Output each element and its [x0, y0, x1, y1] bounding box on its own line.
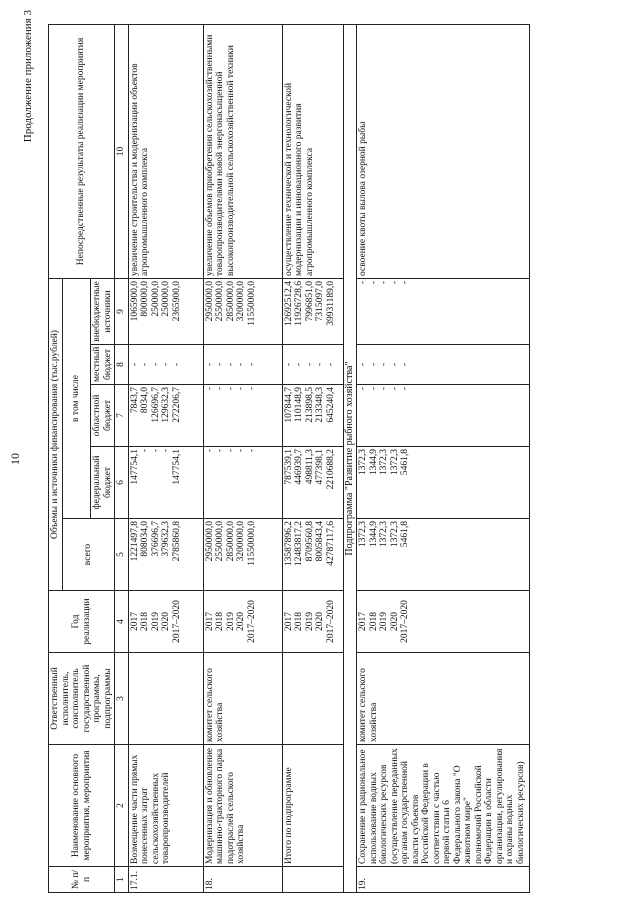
value-extra: - [368, 280, 379, 285]
value-year: 2017 [129, 612, 140, 631]
value-federal: - [140, 449, 150, 453]
value-extra: 1065900,0 [129, 280, 140, 322]
value-local: - [171, 362, 182, 367]
cell-regional [203, 385, 282, 447]
value-total: 808034,0 [140, 521, 150, 557]
value-regional: 107844,7 [283, 387, 294, 423]
value-local: - [368, 362, 379, 367]
value-extra: - [379, 280, 389, 285]
col-num: 9 [115, 278, 129, 344]
cell-regional [128, 385, 203, 447]
value-year: 2017 [204, 612, 215, 631]
cell-total [128, 519, 203, 591]
value-extra: 7315097,0 [315, 280, 325, 322]
value-year: 2018 [140, 612, 150, 631]
value-total: 376696,7 [150, 521, 161, 557]
value-total: 2785860,8 [171, 521, 182, 562]
value-extra: 2550000,0 [215, 280, 225, 322]
section-row [343, 24, 357, 892]
value-federal: 5461,8 [400, 449, 410, 476]
value-regional: - [246, 387, 257, 391]
hdr-name: Наименование основного мероприятия, мероприятия [49, 745, 115, 867]
row-result: осуществление технической и технологической модернизации и инновационного развития агропромышленного комплекса [282, 24, 343, 278]
row-name: Возмещение части прямых понесенных затрат сельскохозяйственных товаропроизводителей [128, 745, 203, 867]
value-total: 2850000,0 [225, 521, 236, 562]
value-year: 2019 [225, 612, 236, 631]
hdr-funding: Объемы и источники финансирования (тыс.рублей) [49, 278, 63, 590]
value-total: 3200000,0 [236, 521, 246, 562]
value-extra: - [358, 280, 368, 285]
value-local: - [379, 362, 389, 367]
value-federal: 498811,3 [304, 449, 315, 485]
value-total: 8005843,4 [315, 521, 325, 562]
value-year: 2017–2020 [325, 600, 336, 643]
col-num: 2 [115, 745, 129, 867]
value-regional: - [368, 387, 379, 391]
cell-local [128, 345, 203, 385]
value-extra: 800000,0 [140, 280, 150, 317]
row-number: 19. [357, 867, 530, 893]
value-federal: 1372,3 [379, 449, 389, 476]
value-federal: - [161, 449, 171, 453]
value-total: 1221497,8 [129, 521, 140, 562]
value-federal: - [150, 449, 161, 453]
section-title: Подпрограмма "Развитие рыбного хозяйства" [343, 24, 357, 892]
value-regional: 8034,0 [140, 387, 150, 414]
value-local: - [225, 362, 236, 367]
value-federal: 2210688,2 [325, 449, 336, 490]
col-num: 5 [115, 519, 129, 591]
cell-local [357, 345, 530, 385]
value-year: 2019 [150, 612, 161, 631]
value-extra: - [389, 280, 400, 285]
cell-year [128, 591, 203, 653]
value-local: - [294, 362, 304, 367]
cell-extra [357, 278, 530, 344]
cell-federal [357, 447, 530, 519]
value-federal: 1344,9 [368, 449, 379, 476]
hdr-regional: областной бюджет [91, 385, 115, 447]
value-year: 2020 [161, 612, 171, 631]
value-year: 2020 [389, 612, 400, 631]
hdr-total: всего [62, 519, 115, 591]
funding-table [48, 24, 530, 893]
hdr-federal: федеральный бюджет [91, 447, 115, 519]
row-result: увеличение объемов приобретения сельскохозяйственными товаропроизводителями новой энергонасыщенной высокопроизводительной сельскохозяйственной техники [203, 24, 282, 278]
value-federal: 147754,1 [129, 449, 140, 485]
value-total: 379632,3 [161, 521, 171, 557]
value-extra: 2850000,0 [225, 280, 236, 322]
value-year: 2017 [358, 612, 368, 631]
row-responsible: комитет сельского хозяйства [203, 653, 282, 745]
value-local: - [325, 362, 336, 367]
value-extra: 39931189,0 [325, 280, 336, 326]
value-total: 13587896,2 [283, 521, 294, 567]
value-regional: - [236, 387, 246, 391]
value-federal: 147754,1 [171, 449, 182, 485]
cell-year [282, 591, 343, 653]
value-federal: 477398,1 [315, 449, 325, 485]
value-local: - [140, 362, 150, 367]
value-local: - [283, 362, 294, 367]
value-extra: 250000,0 [150, 280, 161, 317]
value-federal: 787539,1 [283, 449, 294, 485]
column-numbers-row [115, 24, 129, 892]
value-local: - [204, 362, 215, 367]
value-local: - [161, 362, 171, 367]
value-total: 11550000,0 [246, 521, 257, 566]
row-responsible [128, 653, 203, 745]
value-total: 1372,3 [358, 521, 368, 548]
cell-year [357, 591, 530, 653]
value-regional: - [400, 387, 410, 391]
value-extra: 250000,0 [161, 280, 171, 317]
cell-total [203, 519, 282, 591]
value-local: - [129, 362, 140, 367]
cell-regional [282, 385, 343, 447]
value-year: 2018 [368, 612, 379, 631]
value-regional: 213348,3 [315, 387, 325, 423]
value-local: - [150, 362, 161, 367]
col-num: 7 [115, 385, 129, 447]
value-regional: 213898,5 [304, 387, 315, 423]
value-local: - [236, 362, 246, 367]
value-extra: 12692512,4 [283, 280, 294, 327]
value-year: 2020 [315, 612, 325, 631]
value-regional: 110148,9 [294, 387, 304, 423]
hdr-local: местный бюджет [91, 345, 115, 385]
value-local: - [215, 362, 225, 367]
value-extra: - [400, 280, 410, 285]
value-federal: - [236, 449, 246, 453]
col-num: 1 [115, 867, 129, 893]
row-result: увеличение строительства и модернизации объектов агропромышленного комплекса [128, 24, 203, 278]
row-name: Итого по подпрограмме [282, 745, 343, 867]
value-local: - [315, 362, 325, 367]
value-regional: 272206,7 [171, 387, 182, 423]
table-row [357, 24, 530, 892]
hdr-responsible: Ответственный исполнитель, соисполнитель государственной программы, подпрограммы [49, 653, 115, 745]
row-responsible: комитет сельского хозяйства [357, 653, 530, 745]
value-year: 2020 [236, 612, 246, 631]
hdr-extra: внебюджетные источники [91, 278, 115, 344]
value-total: 12483817,2 [294, 521, 304, 567]
row-name: Модернизация и обновление машинно-тракторного парка подотраслей сельского хозяйства [203, 745, 282, 867]
value-year: 2019 [379, 612, 389, 631]
value-total: 42787117,6 [325, 521, 336, 566]
cell-extra [128, 278, 203, 344]
value-regional: 7843,7 [129, 387, 140, 414]
value-regional: - [358, 387, 368, 391]
col-num: 8 [115, 345, 129, 385]
value-total: 1372,3 [379, 521, 389, 548]
row-result: освоение квоты вылова озерной рыбы [357, 24, 530, 278]
value-year: 2018 [215, 612, 225, 631]
value-year: 2017–2020 [246, 600, 257, 643]
value-total: 8709560,8 [304, 521, 315, 562]
table-row [128, 24, 203, 892]
hdr-result: Непосредственные результаты реализации мероприятия [49, 24, 115, 278]
value-regional: 126696,7 [150, 387, 161, 423]
cell-regional [357, 385, 530, 447]
value-extra: 7996851,0 [304, 280, 315, 322]
value-total: 1344,9 [368, 521, 379, 548]
row-number: 18. [203, 867, 282, 893]
value-local: - [389, 362, 400, 367]
cell-local [203, 345, 282, 385]
value-regional: - [215, 387, 225, 391]
value-total: 2550000,0 [215, 521, 225, 562]
table-row [282, 24, 343, 892]
col-num: 3 [115, 653, 129, 745]
value-total: 5461,8 [400, 521, 410, 548]
table-row [203, 24, 282, 892]
row-responsible [282, 653, 343, 745]
cell-total [282, 519, 343, 591]
cell-extra [282, 278, 343, 344]
cell-federal [282, 447, 343, 519]
cell-federal [203, 447, 282, 519]
col-num: 6 [115, 447, 129, 519]
cell-year [203, 591, 282, 653]
value-extra: 2950000,0 [204, 280, 215, 322]
value-local: - [304, 362, 315, 367]
value-regional: - [225, 387, 236, 391]
value-extra: 3200000,0 [236, 280, 246, 322]
value-local: - [358, 362, 368, 367]
col-num: 10 [115, 24, 129, 278]
row-name: Сохранение и рациональное использование водных биологических ресурсов (осуществление переданных органам государственной власти субъектов Российской Федерации в соответствии с частью первой статьи 6 Федерального закона "О животном мире" полномочий Российской Федерации в области организации, регулирования и охраны водных биологических ресурсов) [357, 745, 530, 867]
value-local: - [246, 362, 257, 367]
value-year: 2017 [283, 612, 294, 631]
hdr-incl: в том числе [62, 278, 91, 518]
value-year: 2017–2020 [400, 600, 410, 643]
page-number: 10 [8, 453, 22, 465]
value-year: 2017–2020 [171, 600, 182, 643]
value-federal: 446939,7 [294, 449, 304, 485]
value-federal: 1372,3 [358, 449, 368, 476]
col-num: 4 [115, 591, 129, 653]
value-year: 2018 [294, 612, 304, 631]
value-total: 2950000,0 [204, 521, 215, 562]
value-local: - [400, 362, 410, 367]
value-regional: - [204, 387, 215, 391]
hdr-year: Год реализации [49, 591, 115, 653]
cell-total [357, 519, 530, 591]
value-total: 1372,3 [389, 521, 400, 548]
value-regional: - [379, 387, 389, 391]
row-number [282, 867, 343, 893]
cell-local [282, 345, 343, 385]
continuation-label: Продолжение приложения 3 [22, 10, 34, 143]
value-federal: 1372,3 [389, 449, 400, 476]
value-federal: - [246, 449, 257, 453]
value-regional: 129632,3 [161, 387, 171, 423]
value-federal: - [225, 449, 236, 453]
hdr-no: № п/п [49, 867, 115, 893]
value-federal: - [215, 449, 225, 453]
cell-federal [128, 447, 203, 519]
value-year: 2019 [304, 612, 315, 631]
value-regional: 645240,4 [325, 387, 336, 423]
row-number: 17.1. [128, 867, 203, 893]
value-regional: - [389, 387, 400, 391]
value-extra: 11550000,0 [246, 280, 257, 326]
value-extra: 2365900,0 [171, 280, 182, 322]
value-federal: - [204, 449, 215, 453]
value-extra: 11926728,6 [294, 280, 304, 326]
cell-extra [203, 278, 282, 344]
